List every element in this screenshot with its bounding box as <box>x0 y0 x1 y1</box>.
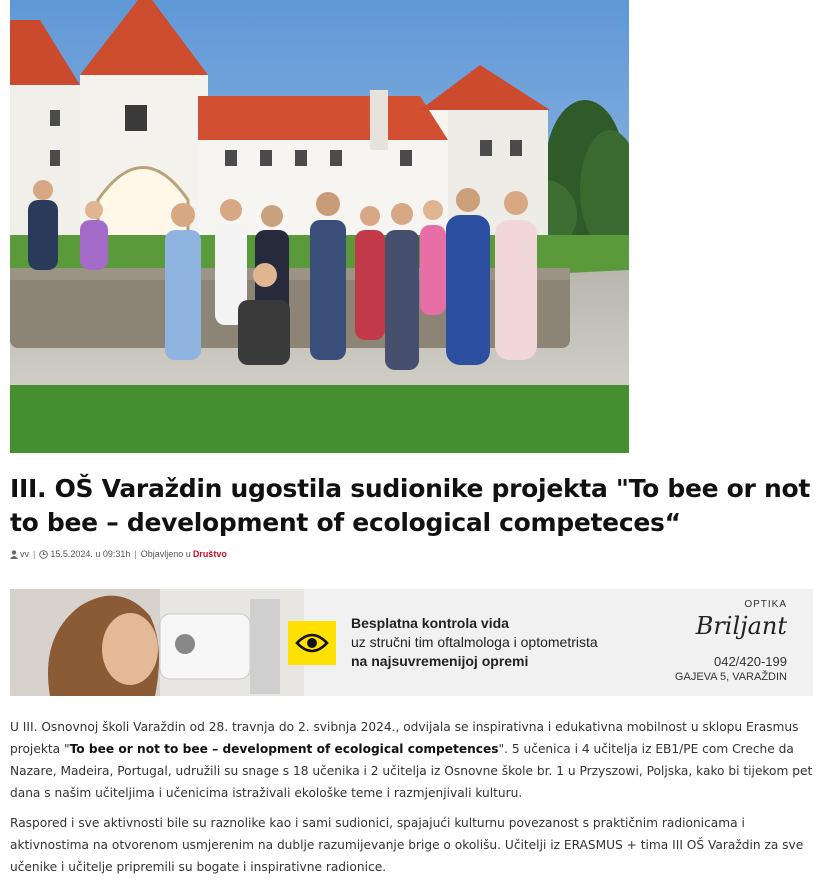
ad-photo-eye-exam <box>10 589 304 696</box>
paragraph-1 <box>10 716 816 804</box>
ad-line-3: na najsuvremenijoj opremi <box>351 653 529 669</box>
ad-line-1: Besplatna kontrola vida <box>351 615 509 631</box>
paragraph-1-start: U III. Osnovnoj školi Varaždin od 28. travnja do 2. svibnja 2024., odvijala se inspirativna i edukativna mobilnost u sklopu Erasmus projekta " <box>10 720 799 756</box>
ad-brand-name: Briljant <box>695 612 787 640</box>
hero-photo-illustration <box>10 0 629 453</box>
ad-brand-small: OPTIKA <box>744 599 787 610</box>
paragraph-1-end: ". 5 učenica i 4 učitelja iz EB1/PE com Creche da Nazare, Madeira, Portugal, udružili su snage s 18 učenika i 2 učitelja iz Osnovne škole br. 1 u Przyszowi, Poljska, kako bi tijekom pet dana s našim učiteljima i učenicima istraživali ekološke teme i razmjenjivali kulturu. <box>10 742 813 800</box>
ad-phone: 042/420-199 <box>713 654 787 669</box>
article-author[interactable]: vv <box>20 549 29 559</box>
ad-address: GAJEVA 5, VARAŽDIN <box>674 671 787 683</box>
article-meta <box>10 549 227 559</box>
meta-separator: | <box>134 549 137 559</box>
ad-brand <box>675 599 787 683</box>
article-title: III. OŠ Varaždin ugostila sudionike projekta "To bee or not to bee – development of ecological competeces“ <box>10 474 811 537</box>
meta-separator: | <box>33 549 36 559</box>
user-icon <box>10 550 18 559</box>
article-body <box>10 716 816 886</box>
project-name: To bee or not to bee – development of ecological competences <box>69 742 499 756</box>
published-label: Objavljeno u <box>140 549 191 559</box>
clock-icon <box>39 550 48 559</box>
category-link[interactable]: Društvo <box>192 549 227 559</box>
paragraph-2: Raspored i sve aktivnosti bile su raznolike kao i sami sudionici, spajajući kulturnu povezanost s praktičnim radionicama i aktivnostima na otvorenom usmjerenim na dublje razumijevanje brige o okolišu. Učitelji iz ERASMUS + tima III OŠ Varaždin za sve učenike i učitelje pripremili su bogate i inspirativne radionice. <box>10 816 804 874</box>
article-date: 15.5.2024. u 09:31h <box>50 549 131 559</box>
ad-text <box>351 614 598 671</box>
hero-photo <box>10 0 629 453</box>
ad-banner[interactable] <box>10 589 813 696</box>
ad-line-2: uz stručni tim oftalmologa i optometrista <box>351 634 598 650</box>
eye-icon <box>288 621 336 665</box>
